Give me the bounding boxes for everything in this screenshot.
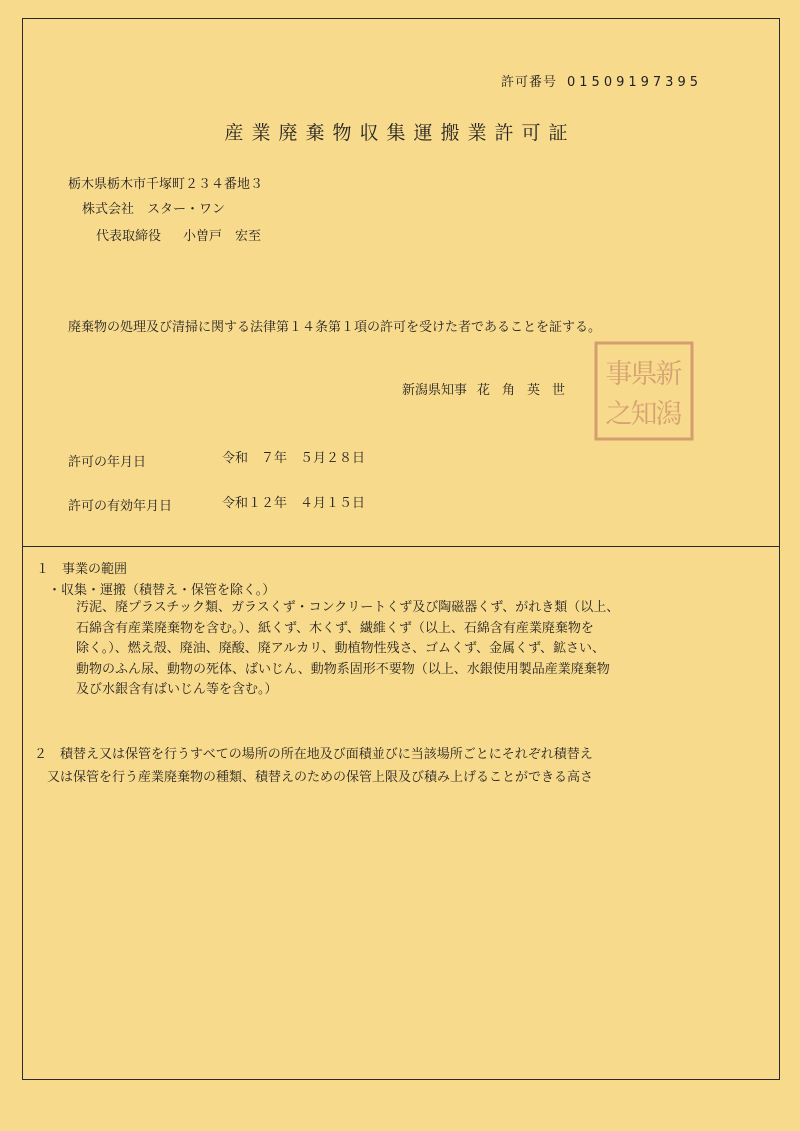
section1-line: 動物のふん尿、動物の死体、ばいじん、動物系固形不要物（以上、水銀使用製品産業廃棄物: [76, 661, 610, 677]
issuer: [402, 384, 577, 397]
rep-name: 小曽戸 宏至: [183, 229, 262, 244]
seal-character: 事: [605, 359, 633, 390]
holder-company: 株式会社 スター・ワン: [82, 202, 226, 217]
section2-body: [34, 743, 593, 789]
section1-line: 石綿含有産業廃棄物を含む。）、紙くず、木くず、繊維くず（以上、石綿含有産業廃棄物を: [76, 620, 594, 636]
rep-title: 代表取締役: [96, 229, 162, 244]
permit-number-label: 許可番号: [501, 75, 558, 90]
certification-statement: 廃棄物の処理及び清掃に関する法律第１４条第１項の許可を受けた者であることを証する。: [68, 320, 602, 335]
section1-body: [76, 598, 756, 701]
section2-line: ２ 積替え又は保管を行うすべての場所の所在地及び面積並びに当該場所ごとにそれぞれ積替え: [34, 747, 593, 762]
section1-subheading: ・収集・運搬（積替え・保管を除く。）: [48, 583, 276, 598]
seal-character: 県: [630, 359, 658, 390]
permit-date-label: 許可の年月日: [68, 455, 147, 470]
section-divider: [22, 546, 780, 547]
permit-number: [501, 76, 702, 89]
holder-representative: [96, 230, 261, 243]
issuer-name: 花角英世: [477, 383, 578, 398]
seal-character: 之: [605, 399, 633, 430]
seal-character: 潟: [655, 399, 683, 430]
official-seal-icon: [591, 338, 697, 444]
seal-character: 新: [655, 359, 683, 390]
issuer-title: 新潟県知事: [402, 383, 468, 398]
section1-line: 除く。）、燃え殻、廃油、廃酸、廃アルカリ、動植物性残さ、ゴムくず、金属くず、鉱さい、: [76, 641, 605, 656]
document-title: 産業廃棄物収集運搬業許可証: [224, 122, 576, 144]
permit-number-value: 01509197395: [567, 75, 702, 90]
section2-line: 又は保管を行う産業廃棄物の種類、積替えのための保管上限及び積み上げることができる高さ: [34, 770, 594, 785]
section1-line: 汚泥、廃プラスチック類、ガラスくず・コンクリートくず及び陶磁器くず、がれき類（以上、: [76, 600, 620, 615]
seal-character: 知: [630, 399, 658, 430]
valid-date-label: 許可の有効年月日: [68, 499, 173, 514]
holder-address: 栃木県栃木市千塚町２３４番地３: [68, 177, 264, 192]
section1-line: 及び水銀含有ばいじん等を含む。）: [76, 682, 278, 697]
valid-date-value: 令和１２年 ４月１５日: [222, 496, 366, 511]
permit-date-value: 令和 ７年 ５月２８日: [222, 451, 366, 466]
section1-heading: １ 事業の範囲: [36, 562, 128, 577]
